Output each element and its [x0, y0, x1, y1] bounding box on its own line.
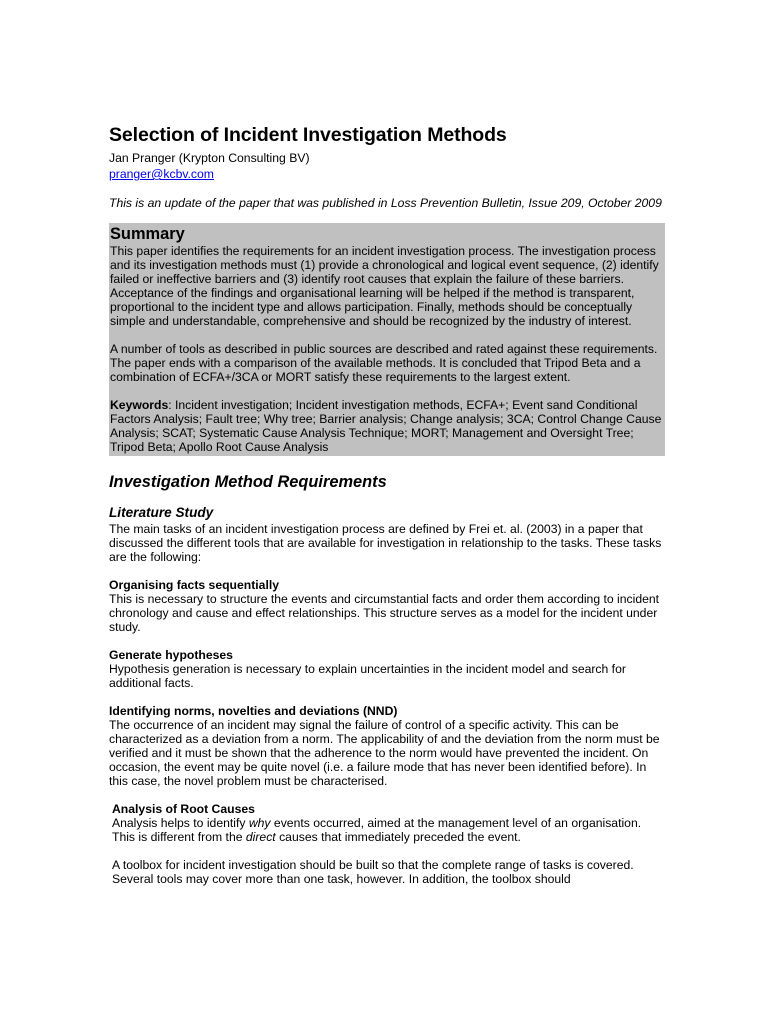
intro-paragraph: The main tasks of an incident investigation process are defined by Frei et. al. (2003) in a paper that discussed the different tools that are available for investigation in relationship to the tasks. These tasks are the following: [109, 522, 662, 564]
keywords-text: : Incident investigation; Incident investigation methods, ECFA+; Event sand Conditional Factors Analysis; Fault tree; Why tree; Barrier analysis; Change analysis; 3CA; Control Change Cause Analysis; SCAT; Systematic Cause Analysis Technique; MORT; Management and Oversight Tree; Tripod Beta; Apollo Root Cause Analysis [110, 398, 662, 454]
task-text: The occurrence of an incident may signal the failure of control of a specific activity. This can be characterized as a deviation from a norm. The applicability of and the deviation from the norm must be verified and it must be shown that the adherence to the norm would have prevented the incident. On occasion, the event may be quite novel (i.e. a failure mode that has never been identified before). In this case, the novel problem must be characterised. [109, 718, 660, 788]
subsection-heading: Literature Study [109, 505, 214, 520]
root-causes-text [112, 816, 665, 844]
task-text: Hypothesis generation is necessary to explain uncertainties in the incident model and search for additional facts. [109, 662, 626, 690]
paper-title: Selection of Incident Investigation Methods [109, 124, 507, 146]
summary-paragraph-2: A number of tools as described in public sources are described and rated against these requirements. The paper ends with a comparison of the available methods. It is concluded that Tripod Beta and a combination of ECFA+/3CA or MORT satisfy these requirements to the largest extent. [110, 342, 658, 384]
task-heading: Identifying norms, novelties and deviations (NND) [109, 704, 398, 718]
emphasis-why: why [248, 816, 271, 830]
task-heading: Generate hypotheses [109, 648, 233, 662]
paper-page [109, 122, 665, 886]
update-note: This is an update of the paper that was published in Loss Prevention Bulletin, Issue 209, October 2009 [109, 196, 662, 210]
author-line: Jan Pranger (Krypton Consulting BV) [109, 151, 310, 165]
summary-box [109, 223, 665, 456]
root-causes-heading: Analysis of Root Causes [112, 802, 255, 816]
root-causes-text-part: events occurred, aimed at the management level of an organisation. This is different from the [112, 816, 642, 844]
task-text: This is necessary to structure the events and circumstantial facts and order them according to incident chronology and cause and effect relationships. This structure serves as a model for the incident under study. [109, 592, 660, 634]
emphasis-direct: direct [245, 830, 276, 844]
author-email-link[interactable]: pranger@kcbv.com [109, 167, 214, 181]
toolbox-paragraph: A toolbox for incident investigation should be built so that the complete range of tasks is covered. Several tools may cover more than one task, however. In addition, the toolbox should [112, 858, 634, 886]
root-causes-text-part: Analysis helps to identify [112, 816, 249, 830]
root-causes-text-part: causes that immediately preceded the event. [275, 830, 521, 844]
summary-paragraph-1: This paper identifies the requirements for an incident investigation process. The investigation process and its investigation methods must (1) provide a chronological and logical event sequence, (2) identify failed or ineffective barriers and (3) identify root causes that explain the failure of these barriers. Acceptance of the findings and organisational learning will be helped if the method is transparent, proportional to the incident type and allows participation. Finally, methods should be conceptually simple and understandable, comprehensive and should be recognized by the industry of interest. [110, 244, 659, 328]
summary-heading: Summary [110, 225, 185, 243]
task-heading: Organising facts sequentially [109, 578, 279, 592]
keywords-label: Keywords [110, 398, 169, 412]
keywords-paragraph [110, 398, 663, 454]
section-heading: Investigation Method Requirements [109, 473, 387, 491]
